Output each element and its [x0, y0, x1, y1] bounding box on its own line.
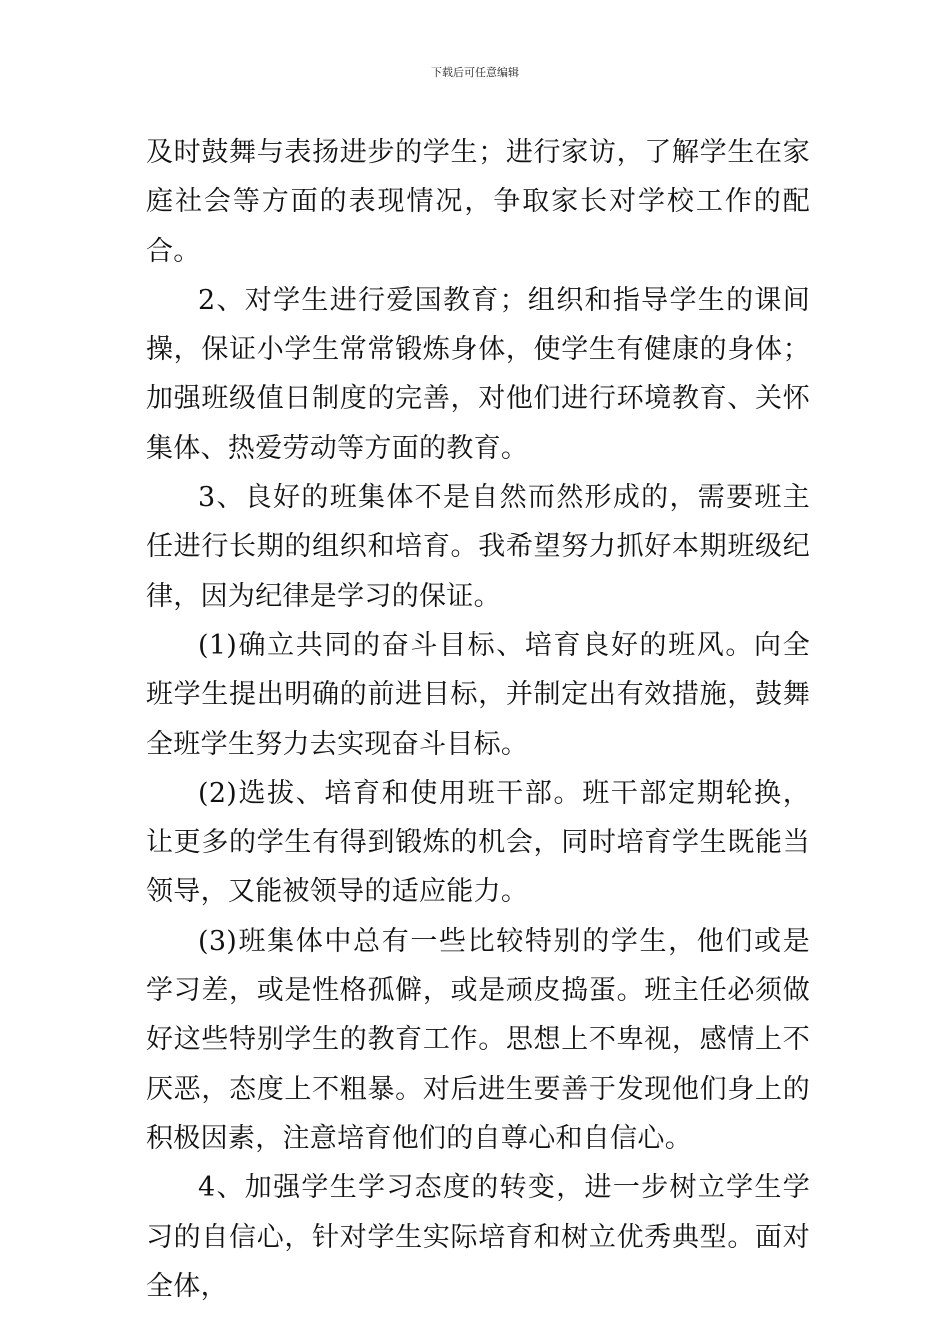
- paragraph-item-4: 4、加强学生学习态度的转变，进一步树立学生学习的自信心，针对学生实际培育和树立优秀典型。面对全体，: [146, 1172, 810, 1302]
- paragraph-subitem-3: (3)班集体中总有一些比较特别的学生，他们或是学习差，或是性格孤僻，或是顽皮捣蛋。班主任必须做好这些特别学生的教育工作。思想上不卑视，感情上不厌恶，态度上不粗暴。对后进生要善于发现他们身上的积极因素，注意培育他们的自尊心和自信心。: [146, 925, 810, 1154]
- paragraph-item-2: 2、对学生进行爱国教育；组织和指导学生的课间操，保证小学生常常锻炼身体，使学生有健康的身体；加强班级值日制度的完善，对他们进行环境教育、关怀集体、热爱劳动等方面的教育。: [146, 284, 810, 464]
- document-body: [146, 128, 810, 1311]
- paragraph-continued: 及时鼓舞与表扬进步的学生；进行家访，了解学生在家庭社会等方面的表现情况，争取家长对学校工作的配合。: [146, 137, 810, 267]
- paragraph-item-3: 3、良好的班集体不是自然而然形成的，需要班主任进行长期的组织和培育。我希望努力抓好本期班级纪律，因为纪律是学习的保证。: [146, 482, 810, 612]
- paragraph-subitem-2: (2)选拔、培育和使用班干部。班干部定期轮换，让更多的学生有得到锻炼的机会，同时培育学生既能当领导，又能被领导的适应能力。: [146, 777, 810, 908]
- paragraph-subitem-1: (1)确立共同的奋斗目标、培育良好的班风。向全班学生提出明确的前进目标，并制定出有效措施，鼓舞全班学生努力去实现奋斗目标。: [146, 629, 810, 760]
- page-header: 下载后可任意编辑: [431, 66, 519, 79]
